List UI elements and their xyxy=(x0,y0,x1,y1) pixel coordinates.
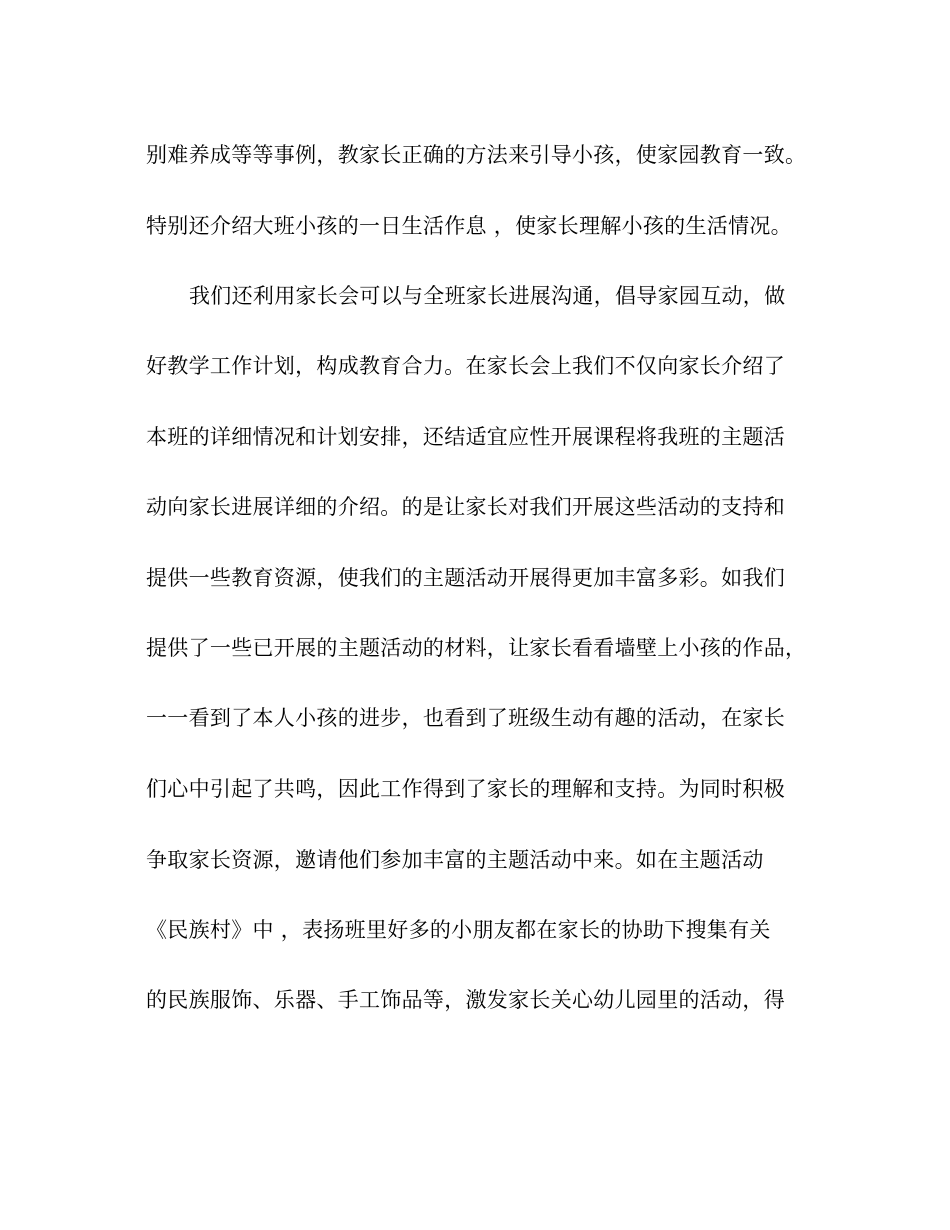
text-line: 特别还介绍大班小孩的一日生活作息 ，使家长理解小孩的生活情况。 xyxy=(146,214,792,238)
paragraph-start-line: 我们还利用家长会可以与全班家长进展沟通，倡导家园互动，做 xyxy=(189,284,786,308)
text-line: 提供了一些已开展的主题活动的材料，让家长看看墙壁上小孩的作品， xyxy=(146,636,807,660)
text-line: 别难养成等等事例，教家长正确的方法来引导小孩，使家园教育一致。 xyxy=(146,143,807,167)
text-line: 动向家长进展详细的介绍。的是让家长对我们开展这些活动的支持和 xyxy=(146,495,785,519)
text-line: 《民族村》中 ，表扬班里好多的小朋友都在家长的协助下搜集有关 xyxy=(146,918,771,942)
text-line: 提供一些教育资源，使我们的主题活动开展得更加丰富多彩。如我们 xyxy=(146,566,785,590)
text-line: 好教学工作计划，构成教育合力。在家长会上我们不仅向家长介绍了 xyxy=(146,354,785,378)
text-line: 们心中引起了共鸣，因此工作得到了家长的理解和支持。为同时积极 xyxy=(146,777,785,801)
text-line: 本班的详细情况和计划安排，还结适宜应性开展课程将我班的主题活 xyxy=(146,425,785,449)
text-line: 一一看到了本人小孩的进步，也看到了班级生动有趣的活动，在家长 xyxy=(146,706,785,730)
text-line: 争取家长资源，邀请他们参加丰富的主题活动中来。如在主题活动 xyxy=(146,848,764,872)
text-line: 的民族服饰、乐器、手工饰品等，激发家长关心幼儿园里的活动，得 xyxy=(146,988,785,1012)
